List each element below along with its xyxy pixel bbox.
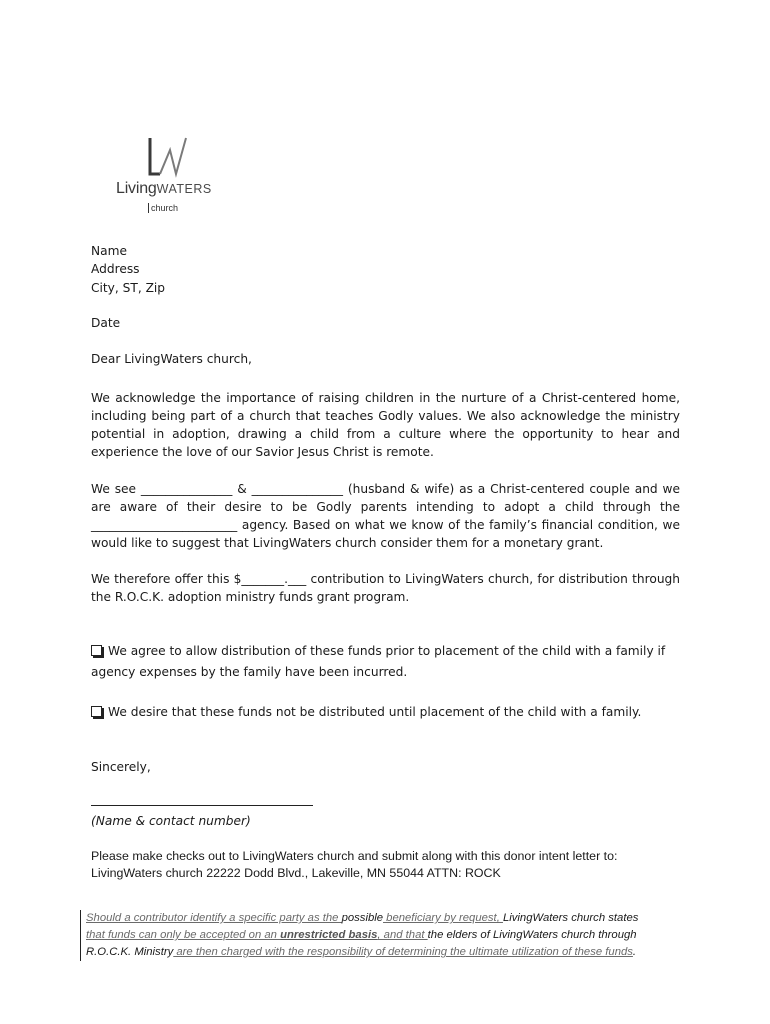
footer-text: that funds can only be accepted on an xyxy=(86,929,281,941)
instructions-line-1: Please make checks out to LivingWaters church and submit along with this donor intent letter to: xyxy=(91,849,618,863)
living-waters-logo-icon xyxy=(146,136,190,178)
signature-line xyxy=(91,805,313,806)
footer-text: R.O.C.K. Ministry xyxy=(86,946,174,958)
church-logo xyxy=(116,136,226,216)
footer-disclaimer xyxy=(80,910,696,961)
footer-text: the elders of LivingWaters church through xyxy=(427,929,637,941)
footer-text: . xyxy=(632,946,637,958)
logo-brand-prefix: Living xyxy=(116,180,157,197)
checkbox-icon[interactable] xyxy=(91,706,102,717)
option-prior-placement-continued: agency expenses by the family have been incurred. xyxy=(91,665,408,679)
recipient-city: City, ST, Zip xyxy=(91,281,166,295)
instructions-line-2: LivingWaters church 22222 Dodd Blvd., Lakeville, MN 55044 ATTN: ROCK xyxy=(91,866,501,880)
recipient-name: Name xyxy=(91,244,127,258)
footer-text: , and that xyxy=(377,929,428,941)
checkbox-icon[interactable] xyxy=(91,645,102,656)
footer-text: Should a contributor identify a specific party as the xyxy=(86,912,342,924)
footer-line-3 xyxy=(86,944,696,961)
option-after-placement-label: We desire that these funds not be distributed until placement of the child with a family. xyxy=(108,705,642,719)
footer-text: are then charged with the responsibility of determining the ultimate utilization of these funds xyxy=(173,946,633,958)
footer-text: possible xyxy=(341,912,384,924)
footer-line-1 xyxy=(86,910,696,927)
footer-line-2 xyxy=(86,927,696,944)
logo-wordmark xyxy=(116,180,212,198)
salutation: Dear LivingWaters church, xyxy=(91,352,252,366)
footer-text: LivingWaters church states xyxy=(502,912,639,924)
paragraph-acknowledgement: We acknowledge the importance of raising children in the nurture of a Christ-centered home, including being part of a church that teaches Godly values. We also acknowledge the ministry potential in adoption, drawing a child from a culture where the opportunity to hear and experience the love of our Savior Jesus Christ is remote. xyxy=(91,391,680,459)
logo-subtitle: church xyxy=(148,203,178,213)
option-after-placement[interactable] xyxy=(91,702,641,723)
letter-date: Date xyxy=(91,316,121,330)
logo-brand-suffix: WATERS xyxy=(156,182,212,196)
paragraph-contribution: We therefore offer this $_______.___ contribution to LivingWaters church, for distribution through the R.O.C.K. adoption ministry funds grant program. xyxy=(91,572,680,604)
signature-caption: (Name & contact number) xyxy=(91,814,251,828)
paragraph-couple: We see _______________ & _______________ (husband & wife) as a Christ-centered couple and we are aware of their desire to be Godly parents intending to adopt a child through the ________________________ agency. Based on what we know of the family’s financial condition, we would like to suggest that LivingWaters church consider them for a monetary grant. xyxy=(91,482,680,550)
footer-text: beneficiary by request, xyxy=(383,912,503,924)
recipient-address: Address xyxy=(91,262,140,276)
closing: Sincerely, xyxy=(91,760,151,774)
option-prior-placement[interactable] xyxy=(91,641,665,662)
option-prior-placement-label: We agree to allow distribution of these funds prior to placement of the child with a family if xyxy=(108,644,666,658)
footer-text: unrestricted basis xyxy=(280,929,378,941)
